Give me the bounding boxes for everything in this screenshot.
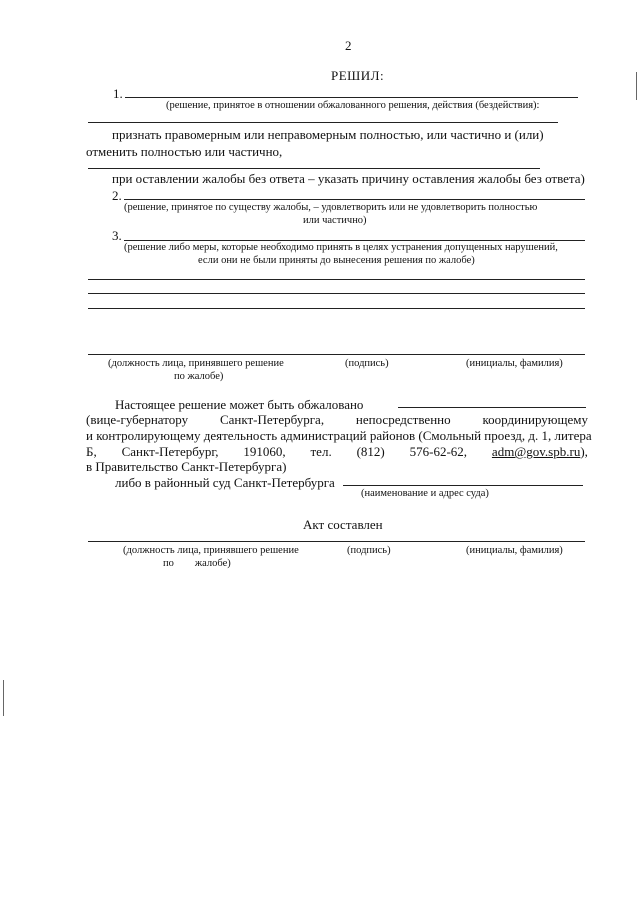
page-number: 2 — [345, 38, 352, 53]
recognize-line2: отменить полностью или частично, — [86, 144, 283, 159]
item3-fill-line — [124, 240, 585, 241]
sign2-line — [88, 541, 585, 542]
item1-caption: (решение, принятое в отношении обжалованного решения, действия (бездействия): — [166, 100, 540, 111]
sign2-position-line1: (должность лица, принявшего решение — [123, 545, 299, 556]
sign1-line — [88, 354, 585, 355]
decision-title: РЕШИЛ: — [331, 68, 385, 83]
appeal-line4-w4: тел. — [310, 444, 332, 459]
sign1-position-line1: (должность лица, принявшего решение — [108, 358, 284, 369]
court-text: либо в районный суд Санкт-Петербурга — [115, 475, 335, 490]
item2-fill-line — [124, 199, 585, 200]
sign1-name: (инициалы, фамилия) — [466, 358, 563, 369]
item2-caption-line1: (решение, принятое по существу жалобы, – удовлетворить или не удовлетворить полностью — [124, 202, 538, 213]
appeal-line2 — [86, 412, 588, 428]
item3-number: 3. — [112, 228, 122, 243]
appeal-line4-w2: Санкт-Петербург, — [121, 444, 219, 459]
item2-caption-line2: или частично) — [303, 215, 367, 226]
item3-caption-line2: если они не были приняты до вынесения решения по жалобе) — [198, 255, 475, 266]
appeal-intro: Настоящее решение может быть обжаловано — [115, 397, 364, 412]
appeal-line4-w6: 576-62-62, — [409, 444, 468, 459]
item3-caption-line1: (решение либо меры, которые необходимо принять в целях устранения допущенных нарушений, — [124, 242, 558, 253]
appeal-line3: и контролирующему деятельность администраций районов (Смольный проезд, д. 1, литера — [86, 428, 592, 443]
appeal-line5: в Правительство Санкт-Петербурга) — [86, 459, 287, 474]
blank-line-1 — [88, 279, 585, 280]
blank-line-2 — [88, 293, 585, 294]
sign2-position-line2: по жалобе) — [163, 558, 231, 569]
appeal-line4 — [86, 444, 588, 460]
court-fill-line — [343, 485, 583, 486]
appeal-line4-email-group — [492, 444, 588, 460]
appeal-fill-line — [398, 407, 586, 408]
appeal-line2-w4: координирующему — [482, 412, 588, 427]
sign1-signature: (подпись) — [345, 358, 389, 369]
sign2-signature: (подпись) — [347, 545, 391, 556]
appeal-line4-w5: (812) — [356, 444, 385, 459]
item2-number: 2. — [112, 188, 122, 203]
scan-edge-right — [636, 72, 637, 100]
act-title: Акт составлен — [303, 517, 383, 532]
sign1-position-line2: по жалобе) — [174, 371, 224, 382]
appeal-line2-w1: (вице-губернатору — [86, 412, 189, 427]
scan-edge-left — [3, 680, 4, 716]
recognize-line1: признать правомерным или неправомерным полностью, или частично и (или) — [112, 127, 544, 142]
item1-number: 1. — [113, 86, 123, 101]
sign2-name: (инициалы, фамилия) — [466, 545, 563, 556]
blank-line-3 — [88, 308, 585, 309]
email-link[interactable]: adm@gov.spb.ru — [491, 444, 581, 459]
court-caption: (наименование и адрес суда) — [361, 488, 489, 499]
appeal-line4-w3: 191060, — [243, 444, 286, 459]
appeal-line4-w1: Б, — [86, 444, 97, 459]
item1-fill-line — [125, 97, 578, 98]
recognize-fill-line — [88, 168, 540, 169]
appeal-line2-w3: непосредственно — [355, 412, 451, 427]
appeal-line2-w2: Санкт-Петербурга, — [219, 412, 325, 427]
item1-line2 — [88, 122, 558, 123]
email-suffix: ), — [580, 444, 588, 459]
without-answer-text: при оставлении жалобы без ответа – указать причину оставления жалобы без ответа) — [112, 171, 585, 186]
